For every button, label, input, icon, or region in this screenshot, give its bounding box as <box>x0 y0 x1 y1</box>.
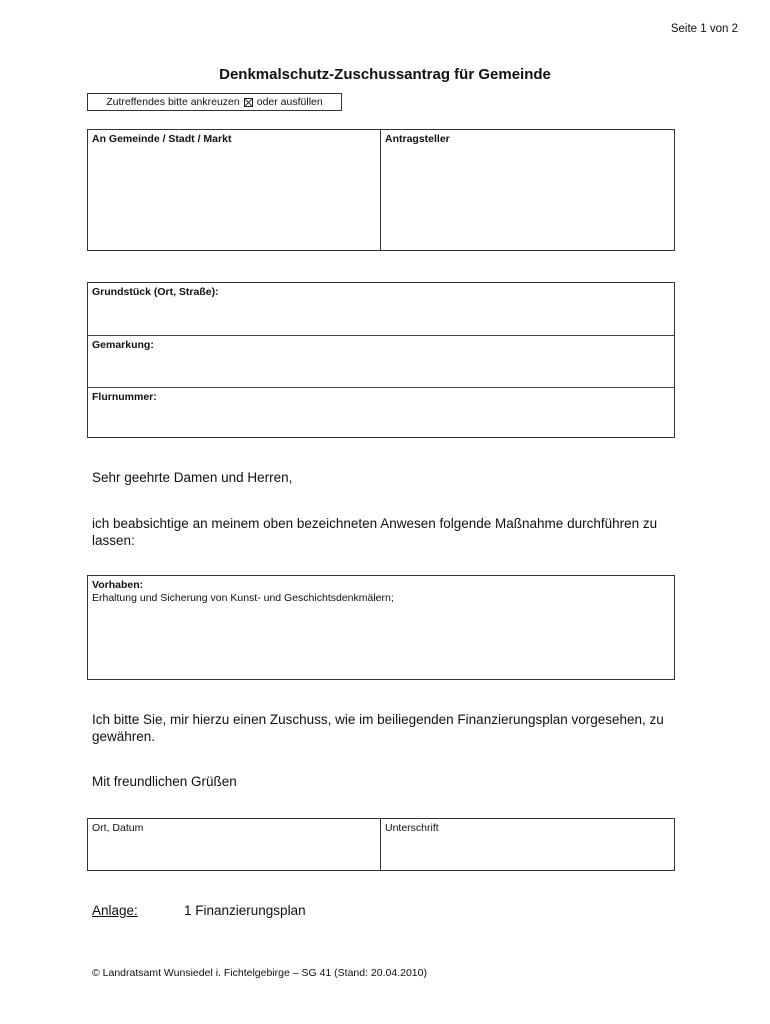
place-date-label: Ort, Datum <box>92 822 144 834</box>
property-section <box>87 282 675 438</box>
footer-copyright: © Landratsamt Wunsiedel i. Fichtelgebirge – SG 41 (Stand: 20.04.2010) <box>92 967 427 979</box>
project-value: Erhaltung und Sicherung von Kunst- und Geschichtsdenkmälern; <box>92 592 394 604</box>
parcel-label: Flurnummer: <box>92 391 157 403</box>
district-field[interactable] <box>88 335 674 387</box>
hint-text-after: oder ausfüllen <box>256 96 323 108</box>
closing-text: Mit freundlichen Grüßen <box>92 774 237 789</box>
document-title: Denkmalschutz-Zuschussantrag für Gemeinde <box>219 66 551 83</box>
municipality-label: An Gemeinde / Stadt / Markt <box>92 133 232 145</box>
plot-label: Grundstück (Ort, Straße): <box>92 286 219 298</box>
applicant-label: Antragsteller <box>385 133 450 145</box>
district-label: Gemarkung: <box>92 339 154 351</box>
signature-field[interactable] <box>381 819 674 870</box>
hint-text-before: Zutreffendes bitte ankreuzen <box>106 96 240 108</box>
instruction-hint <box>87 93 342 111</box>
signature-label: Unterschrift <box>385 822 439 834</box>
salutation: Sehr geehrte Damen und Herren, <box>92 470 293 485</box>
page-number: Seite 1 von 2 <box>670 23 738 35</box>
intro-paragraph: ich beabsichtige an meinem oben bezeichneten Anwesen folgende Maßnahme durchführen zu lassen: <box>92 516 658 548</box>
address-section <box>87 129 675 251</box>
applicant-field[interactable] <box>381 130 674 250</box>
attachment-value: 1 Finanzierungsplan <box>184 903 306 918</box>
crossed-checkbox-icon <box>244 98 253 107</box>
request-paragraph: Ich bitte Sie, mir hierzu einen Zuschuss, wie im beiliegenden Finanzierungsplan vorgesehen, zu gewähren. <box>92 712 664 744</box>
plot-field[interactable] <box>88 283 674 335</box>
place-date-field[interactable] <box>88 819 381 870</box>
signature-section <box>87 818 675 871</box>
project-field[interactable] <box>87 575 675 680</box>
municipality-field[interactable] <box>88 130 381 250</box>
parcel-field[interactable] <box>88 387 674 439</box>
attachment-label: Anlage: <box>92 903 138 918</box>
project-label: Vorhaben: <box>92 579 144 591</box>
